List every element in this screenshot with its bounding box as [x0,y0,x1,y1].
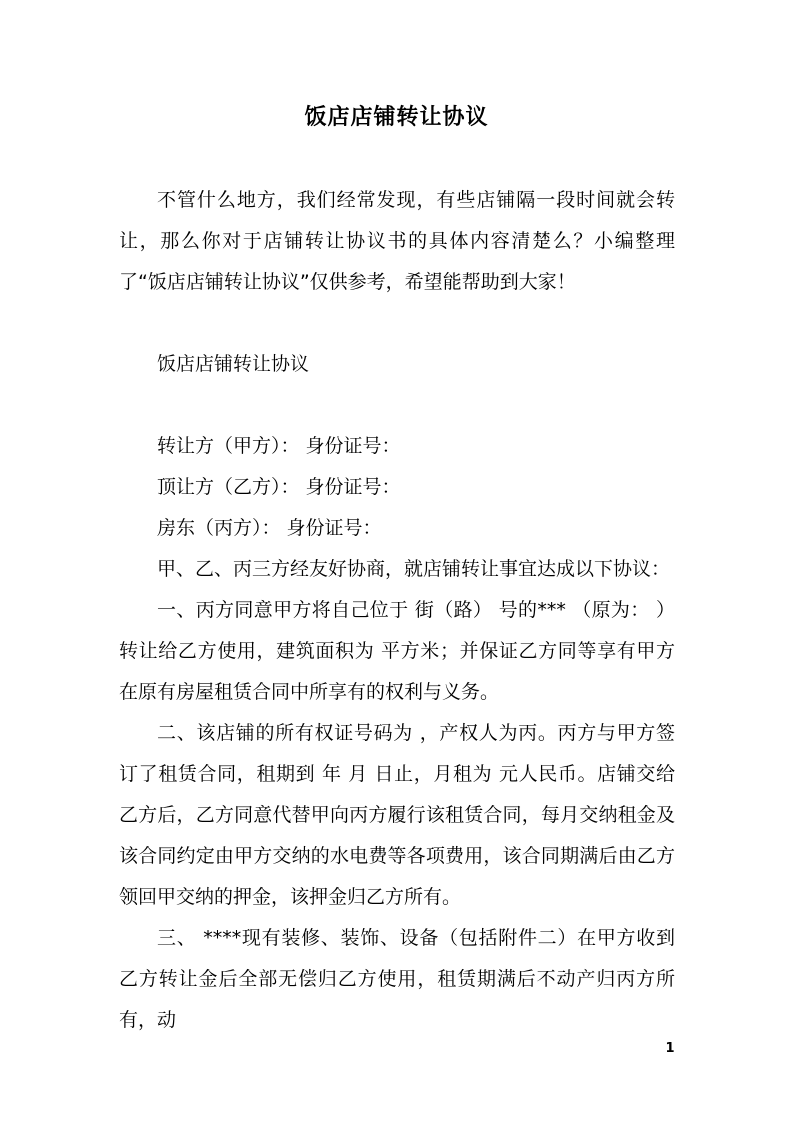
document-body [119,180,675,1041]
party-c-line: 房东（丙方）： 身份证号： [157,517,382,539]
clause-1-paragraph: 一、丙方同意甲方将自己位于 街（路） 号的*** （原为： ）转让给乙方使用，建筑面积为 平方米；并保证乙方同等享有甲方在原有房屋租赁合同中所享有的权利与义务。 [119,599,675,703]
paragraph-spacer [119,385,675,426]
party-a-line: 转让方（甲方）： 身份证号： [157,435,401,457]
clause-3-paragraph: 三、 ****现有装修、装饰、设备（包括附件二）在甲方收到乙方转让金后全部无偿归乙方使用，租赁期满后不动产归丙方所有，动 [119,927,675,1031]
subtitle-paragraph: 饭店店铺转让协议 [157,353,310,375]
page-number: 1 [665,1041,675,1056]
document-title: 饭店店铺转让协议 [304,105,489,130]
paragraph-spacer [119,303,675,344]
clause-2-paragraph: 二、该店铺的所有权证号码为 ，产权人为丙。丙方与甲方签订了租赁合同，租期到 年 月 日止，月租为 元人民币。店铺交给乙方后，乙方同意代替甲向丙方履行该租赁合同，每月交纳租金及该合同约定由甲方交纳的水电费等各项费用，该合同期满后由乙方领回甲交纳的押金，该押金归乙方所有。 [119,722,675,908]
preamble-paragraph: 甲、乙、丙三方经友好协商，就店铺转让事宜达成以下协议： [157,558,671,580]
intro-paragraph: 不管什么地方，我们经常发现，有些店铺隔一段时间就会转让，那么你对于店铺转让协议书的具体内容清楚么？小编整理了“饭店店铺转让协议”仅供参考，希望能帮助到大家！ [119,189,675,293]
party-b-line: 顶让方（乙方）： 身份证号： [157,476,401,498]
